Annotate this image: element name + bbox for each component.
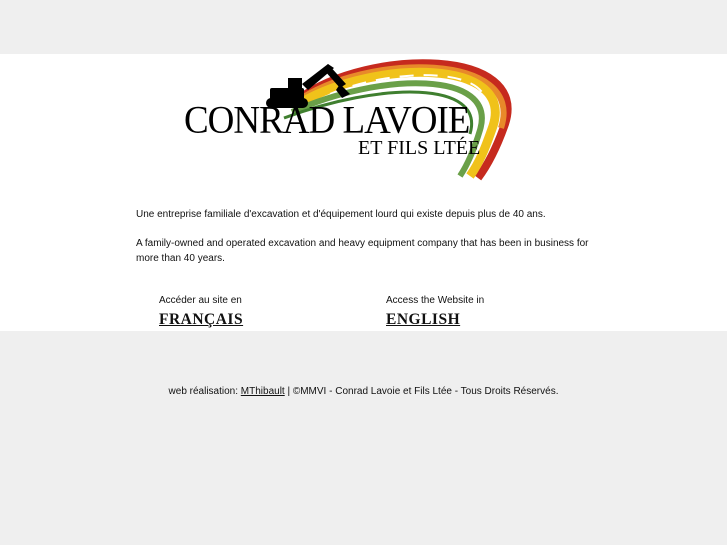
language-choice-french bbox=[159, 294, 243, 329]
language-label-english: Access the Website in bbox=[386, 295, 485, 306]
footer bbox=[0, 386, 727, 397]
company-logo bbox=[180, 54, 542, 182]
logo-company-subtitle: ET FILS LTÉE bbox=[358, 137, 481, 159]
footer-prefix: web réalisation: bbox=[168, 386, 241, 397]
logo-company-name: CONRAD LAVOIE bbox=[184, 98, 470, 143]
francais-link[interactable]: FRANÇAIS bbox=[159, 311, 244, 328]
credit-link[interactable]: MThibault bbox=[240, 386, 285, 397]
footer-copyright: | ©MMVI - Conrad Lavoie et Fils Ltée - Tous Droits Réservés. bbox=[284, 386, 559, 397]
intro-text-english: A family-owned and operated excavation and heavy equipment company that has been in business for more than 40 years. bbox=[136, 238, 589, 264]
english-link[interactable]: ENGLISH bbox=[386, 311, 461, 328]
language-label-french: Accéder au site en bbox=[159, 295, 242, 306]
language-choice-english bbox=[386, 294, 484, 329]
intro-text-french: Une entreprise familiale d'excavation et d'équipement lourd qui existe depuis plus de 40 ans. bbox=[136, 209, 546, 220]
